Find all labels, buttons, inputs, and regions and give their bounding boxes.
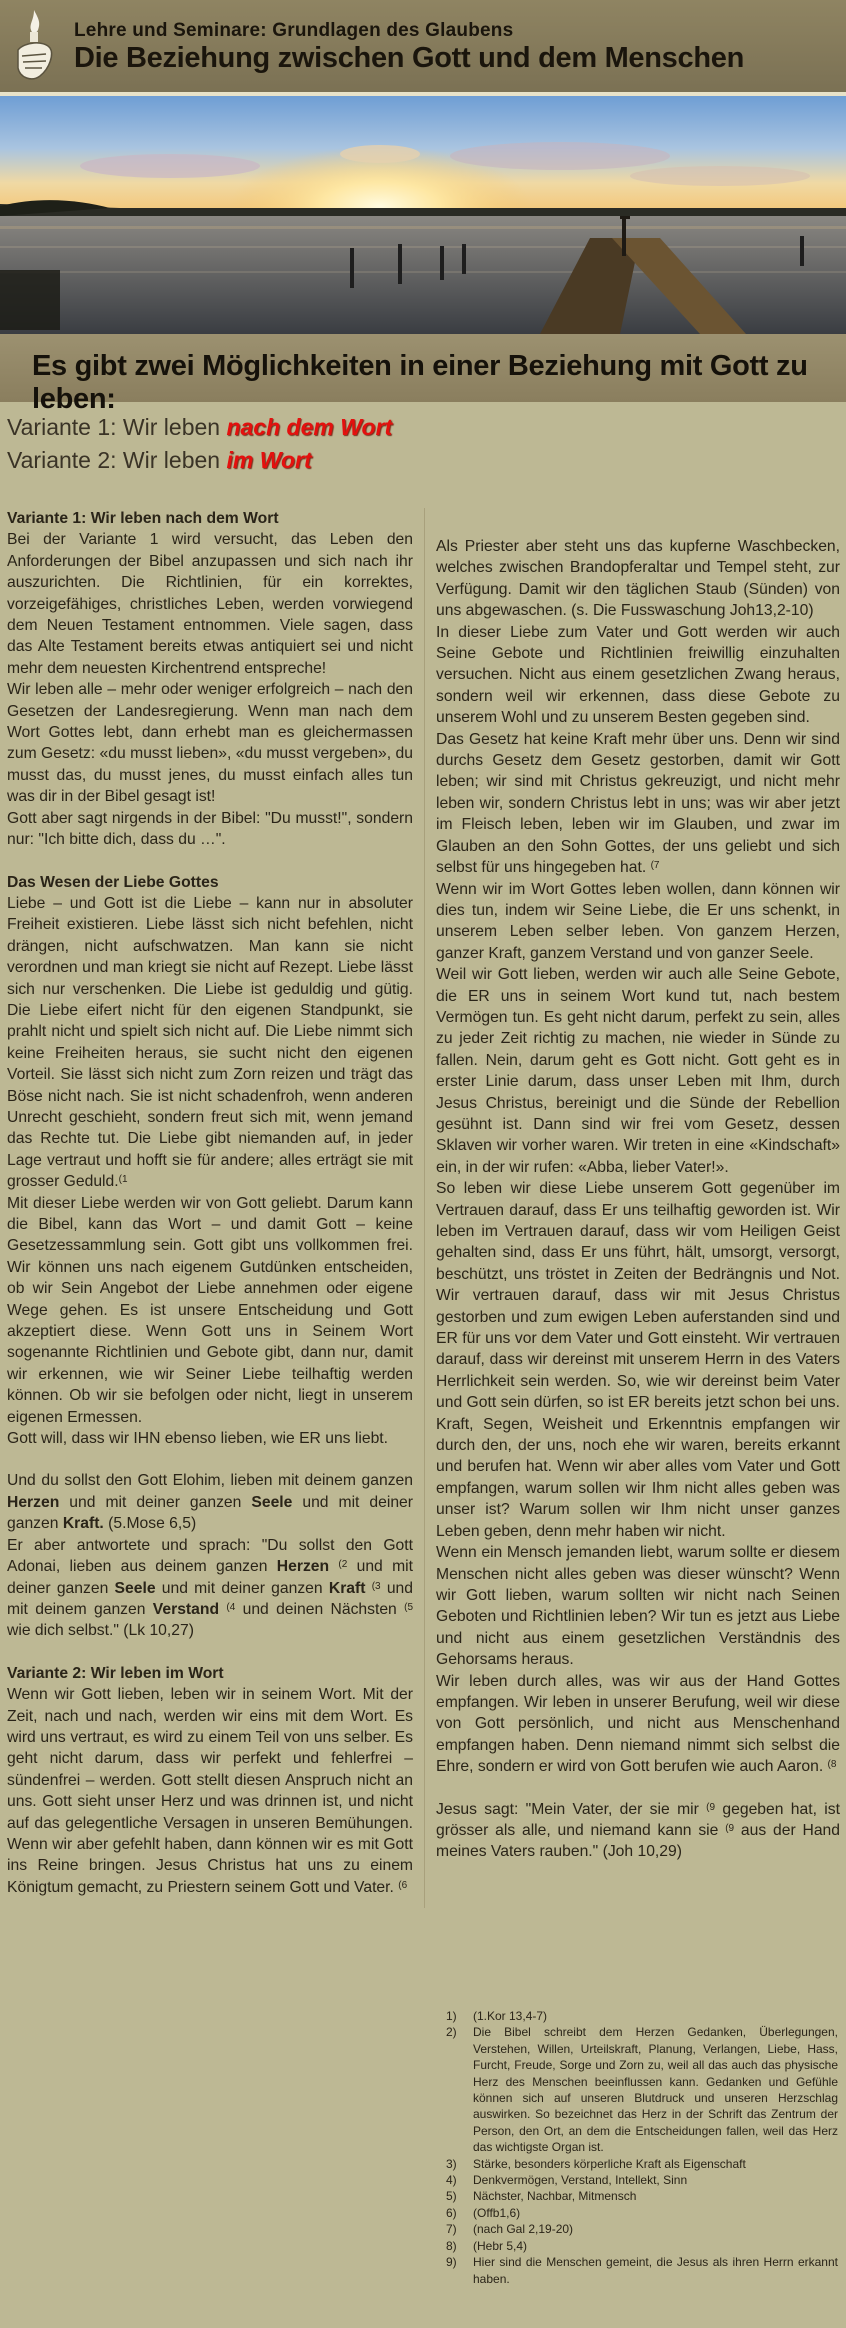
footnote-ref: (5 (404, 1601, 414, 1613)
quote-text: gegeben hat, ist grösser als alle, und niemand kann sie (436, 1800, 840, 1839)
footnote-number: 4) (446, 2173, 457, 2188)
footnote-ref: (9 (725, 1822, 735, 1834)
footnote-item (446, 2238, 838, 2254)
paragraph-text: Wenn wir Gott lieben, leben wir in seinem Wort. Mit der Zeit, nach und nach, werden wir eins mit dem Wort. Es wird uns vertraut, es wird zu einem Teil von uns selber. Es geht nicht darum, dass wir perfekt und fehlerfrei – sündenfrei – werden. Gott stellt diesen Anspruch nicht an uns. Gott sieht unser Herz und was drinnen ist, und nicht auf das gelegentliche Versagen in unseren Bemühungen. Wenn wir aber gefehlt haben, dann können wir es mit Gott ins Reine bringen. Jesus Christus hat uns zu einem Königtum gemacht, zu Priestern seinem Gott und Vater. (7, 1686, 413, 1896)
quote-bold: Herzen (276, 1558, 330, 1576)
quote-bold: Kraft (328, 1579, 366, 1597)
flame-hand-logo (10, 6, 58, 86)
paragraph-text: Das Gesetz hat keine Kraft mehr über uns. Denn wir sind durchs Gesetz dem Gesetz gestorben, damit wir Gott leben; wir sind mit Christus gekreuzigt, und nicht mehr leben wir, sondern Christus lebt in uns; was wir aber jetzt im Fleisch leben, leben wir im Glauben, und zwar im Glauben an den Sohn Gottes, der uns geliebt und sich selbst für uns hingegeben hat. (436, 730, 840, 877)
paragraph: Mit dieser Liebe werden wir von Gott geliebt. Darum kann die Bibel, kann das Wort – und damit Gott – keine Gesetzessammlung sein. Gott gibt uns vollkommen frei. Wir können uns nach eigenem Gutdünken entscheiden, ob wir Sein Angebot der Liebe annehmen oder eigene Wege gehen. Es ist unsere Entscheidung und Gott akzeptiert diese. Wenn Gott uns in Seinem Wort sogenannte Richtlinien und Gebote gibt, dann nur, damit wir erkennen, wie wir Seiner Liebe teilhaftig werden können. Ob wir sie befolgen oder nicht, liegt in unserem eigenen Ermessen. (7, 1194, 413, 1426)
page-header (0, 0, 846, 96)
footnote-text: (1.Kor 13,4-7) (473, 2009, 548, 2023)
footnote-number: 7) (446, 2222, 457, 2237)
header-subtitle: Lehre und Seminare: Grundlagen des Glaubens (74, 20, 514, 41)
paragraph: Bei der Variante 1 wird versucht, das Leben den Anforderungen der Bibel anzupassen und sich nach ihr auszurichten. Die Richtlinien, für ein korrektes, vorzeigefähiges, christliches Leben, werden vorwiegend dem Neuen Testament entnommen. Viele sagen, dass das Alte Testament bereits etwas antiquiert sei und nicht mehr dem neuesten Kirchentrend entspreche! (7, 531, 413, 677)
quote-text: Jesus sagt: "Mein Vater, der sie mir (436, 1800, 707, 1818)
footnotes-list (446, 2008, 838, 2287)
footnote-item (446, 2008, 838, 2024)
footnote-text: Stärke, besonders körperliche Kraft als Eigenschaft (473, 2156, 746, 2171)
paragraph: Gott will, dass wir IHN ebenso lieben, wie ER uns liebt. (7, 1430, 389, 1448)
footnote-ref: (7 (650, 860, 660, 872)
footnote-number: 1) (446, 2009, 457, 2023)
variant-2-emphasis: im Wort (226, 447, 312, 473)
scripture-quote (7, 1535, 413, 1642)
intro-banner (0, 334, 846, 415)
paragraph: Weil wir Gott lieben, werden wir auch alle Seine Gebote, die ER uns in seinem Wort kund tut, nach bestem Vermögen tun. Es geht nicht darum, perfekt zu sein, alles zu jeder Zeit richtig zu machen, nie wieder in Sünde zu fallen. Nein, darum geht es Gott nicht. Gott geht es in erster Linie darum, dass unser Leben mit Ihm, durch Jesus Christus, bereinigt und die Sünde der Rebellion gesühnt ist. Dann sind wir frei vom Gesetz, dessen Sklaven wir vorher waren. Wir treten in eine «Kindschaft» ein, in der wir rufen: «Abba, lieber Vater!». (436, 966, 840, 1176)
header-title: Die Beziehung zwischen Gott und dem Menschen (74, 42, 744, 74)
paragraph: So leben wir diese Liebe unserem Gott gegenüber im Vertrauen darauf, dass Er uns teilhaftig geworden ist. Wir leben im Vertrauen darauf, dass wir vom Heiligen Geist gehalten sind, dass Er uns führt, hält, umsorgt, versorgt, beschützt, uns tröstet in Zeiten der Bedrängnis und Not. Wir vertrauen darauf, dass wir mit Jesus Christus gestorben und zum ewigen Leben auferstanden sind und ER für uns vor dem Vater und Gott einsteht. Wir vertrauen darauf, dass wir dereinst mit unserem Herrn in des Vaters Herrlichkeit sein werden. So, wie wir dereinst beim Vater und Gott sein dürfen, so ist ER bereits jetzt schon bei uns. Kraft, Segen, Weisheit und Erkenntnis empfangen wir durch den, der uns, noch ehe wir waren, bereits erkannt und berufen hat. Wenn wir aber alles vom Vater und Gott empfangen, warum sollen wir Ihm nicht alles geben was unser ist? Warum sollen wir Ihm nicht unser ganzes Leben geben, denn mehr haben wir nicht. (436, 1180, 840, 1540)
paragraph-text: Liebe – und Gott ist die Liebe – kann nur in absoluter Freiheit existieren. Liebe lässt sich nicht befehlen, nicht drängen, nicht aufschwatzen. Man kann sie nicht verordnen und man kriegt sie nicht auf Rezept. Liebe lässt sich nur verschenken. Die Liebe ist geduldig und gütig. Die Liebe eifert nicht für den eigenen Standpunkt, sie prahlt nicht und spielt sich nicht auf. Die Liebe nimmt sich keine Freiheiten heraus, sie sucht nicht den eigenen Vorteil. Sie lässt sich nicht zum Zorn reizen und trägt das Böse nicht nach. Sie ist nicht schadenfroh, wenn anderen Unrecht geschieht, sondern freut sich mit, wenn jemand das Rechte tut. Die Liebe gibt niemanden auf, in jeder Lage vertraut und hofft sie für andere; alles erträgt sie mit grosser Geduld. (7, 894, 413, 1191)
quote-text: und mit deiner ganzen (155, 1579, 329, 1597)
footnote-ref: (9 (706, 1801, 716, 1813)
variant-2-prefix: Variante 2: Wir leben (7, 447, 227, 473)
footnote-text: (nach Gal 2,19-20) (473, 2222, 574, 2237)
closing-quote (436, 1799, 840, 1863)
footnote-item (446, 2221, 838, 2237)
quote-text: Er aber antwortete und sprach: "Du sollst den Gott Adonai, lieben aus deinem ganzen (7, 1536, 413, 1576)
footnote-item (446, 2172, 838, 2188)
footnote-text: Nächster, Nachbar, Mitmensch (473, 2189, 637, 2204)
quote-text: wie dich selbst." (Lk 10,27) (7, 1622, 194, 1640)
footnote-item (446, 2024, 838, 2155)
footnote-number: 9) (446, 2255, 457, 2270)
footnote-text: Denkvermögen, Verstand, Intellekt, Sinn (473, 2173, 688, 2188)
article-body (0, 508, 846, 1933)
paragraph: Wenn ein Mensch jemanden liebt, warum sollte er diesem Menschen nicht alles geben was dieser wünscht? Wenn wir Gott lieben, warum sollten wir nicht nach Seinen Geboten und Richtlinien leben? Wir tun es jetzt aus Liebe und nicht aus einem gesetzlichen Verständnis des Gehorsams heraus. (436, 1544, 840, 1669)
paragraph: Gott aber sagt nirgends in der Bibel: "Du musst!", sondern nur: "Ich bitte dich, dass du …". (7, 809, 413, 849)
footnote-ref: (4 (226, 1601, 236, 1613)
paragraph: In dieser Liebe zum Vater und Gott werden wir auch Seine Gebote und Richtlinien freiwillig einzuhalten versuchen. Nicht aus einem gesetzlichen Zwang heraus, sondern weil wir erkennen, dass diese Gebote zu unserem Wohl und zu unserem Besten gegeben sind. (436, 623, 840, 727)
quote-bold: Verstand (152, 1600, 220, 1618)
section-heading-variant-1: Variante 1: Wir leben nach dem Wort (7, 510, 279, 527)
variant-1-prefix: Variante 1: Wir leben (7, 414, 227, 440)
footnote-item (446, 2188, 838, 2204)
quote-bold: Seele (251, 1493, 293, 1511)
paragraph: Wir leben alle – mehr oder weniger erfolgreich – nach den Gesetzen der Landesregierung. Wenn man nach dem Wort Gottes lebt, dann erhebt man es gleichermassen zum Gesetz: «du musst lieben», «du musst vergeben», du musst das, du musst jenes, du musst einfach alles tun was dir in der Bibel gesagt ist! (7, 681, 413, 806)
footnote-text: (Offb1,6) (473, 2205, 521, 2220)
paragraph (7, 893, 413, 1193)
footnote-text: Hier sind die Menschen gemeint, die Jesus als ihren Herrn erkannt haben. (473, 2255, 838, 2286)
right-column (436, 536, 840, 1863)
footnote-text: (Hebr 5,4) (473, 2238, 528, 2253)
banner-text: Es gibt zwei Möglichkeiten in einer Beziehung mit Gott zu leben: (32, 350, 808, 415)
footnote-ref: (2 (338, 1559, 348, 1571)
quote-text: und mit deiner ganzen (7, 1558, 413, 1597)
quote-text: aus der Hand meines Vaters rauben." (Joh 10,29) (436, 1821, 840, 1861)
quote-text: Und du sollst den Gott Elohim, lieben mit deinem ganzen (7, 1472, 413, 1490)
section-heading-variant-2: Variante 2: Wir leben im Wort (7, 1664, 224, 1682)
footnote-item (446, 2205, 838, 2221)
quote-text: (5.Mose 6,5) (103, 1515, 197, 1533)
footnote-ref: (6 (398, 1879, 408, 1891)
variant-1-emphasis: nach dem Wort (226, 414, 393, 440)
footnote-item (446, 2156, 838, 2172)
paragraph (436, 729, 840, 879)
variant-1-line (7, 414, 846, 441)
footnote-number: 6) (446, 2205, 457, 2220)
paragraph-text: Wir leben durch alles, was wir aus der Hand Gottes empfangen. Wir leben in unserer Berufung, weil wir diese von Gott persönlich, und nicht aus Menschenhand empfangen haben. Denn niemand nimmt sich selbst die Ehre, sondern er wird von Gott berufen wie auch Aaron. (436, 1672, 840, 1776)
section-heading-love: Das Wesen der Liebe Gottes (7, 873, 219, 891)
footnote-ref: (3 (371, 1580, 381, 1592)
left-column (7, 508, 413, 1898)
scripture-quote (7, 1470, 413, 1534)
footnote-ref: (8 (827, 1759, 837, 1771)
quote-text: und mit deinem ganzen (7, 1579, 414, 1618)
quote-bold: Seele (114, 1579, 156, 1597)
quote-text: und deinen Nächsten (235, 1600, 405, 1618)
paragraph (436, 1671, 840, 1778)
paragraph (7, 1684, 413, 1898)
footnote-text: Die Bibel schreibt dem Herzen Gedanken, Überlegungen, Verstehen, Willen, Urteilskraft, Planung, Verlangen, Liebe, Hass, Furcht, Freude, Sorge und Zorn zu, weil all das auch das physische Herz des Menschen beeinflussen kann. Gedanken und Gefühle können sich auf unseren Blutdruck und unseren Herzschlag auswirken. So bezeichnet das Herz in der Schrift das Zentrum der Person, den Ort, an dem die Entscheidungen fallen, weil das Herz das wichtigste Organ ist. (473, 2025, 838, 2155)
variant-2-line (7, 447, 846, 474)
footnote-ref: (1 (118, 1174, 128, 1186)
footnote-number: 3) (446, 2156, 457, 2171)
footnote-item (446, 2254, 838, 2287)
quote-text: und mit deiner ganzen (7, 1493, 414, 1533)
footnote-number: 8) (446, 2238, 457, 2253)
quote-text: und mit deiner ganzen (59, 1493, 252, 1511)
quote-bold: Herzen (7, 1493, 60, 1511)
quote-bold: Kraft. (62, 1515, 104, 1533)
footnote-number: 5) (446, 2189, 457, 2204)
column-divider (424, 508, 425, 1908)
lake-jetty-sunset-photo (0, 96, 846, 334)
footnote-number: 2) (446, 2025, 457, 2040)
paragraph: Als Priester aber steht uns das kupferne Waschbecken, welches zwischen Brandopferaltar und Tempel steht, zur Verfügung. Damit wir den täglichen Staub (Sünden) von uns abgewaschen. (s. Die Fusswaschung Joh13,2-10) (436, 538, 840, 620)
paragraph: Wenn wir im Wort Gottes leben wollen, dann können wir dies tun, indem wir Seine Liebe, die Er uns schenkt, in unserem Leben selber leben. Von ganzem Herzen, ganzer Kraft, ganzem Verstand und von ganzer Seele. (436, 880, 840, 962)
